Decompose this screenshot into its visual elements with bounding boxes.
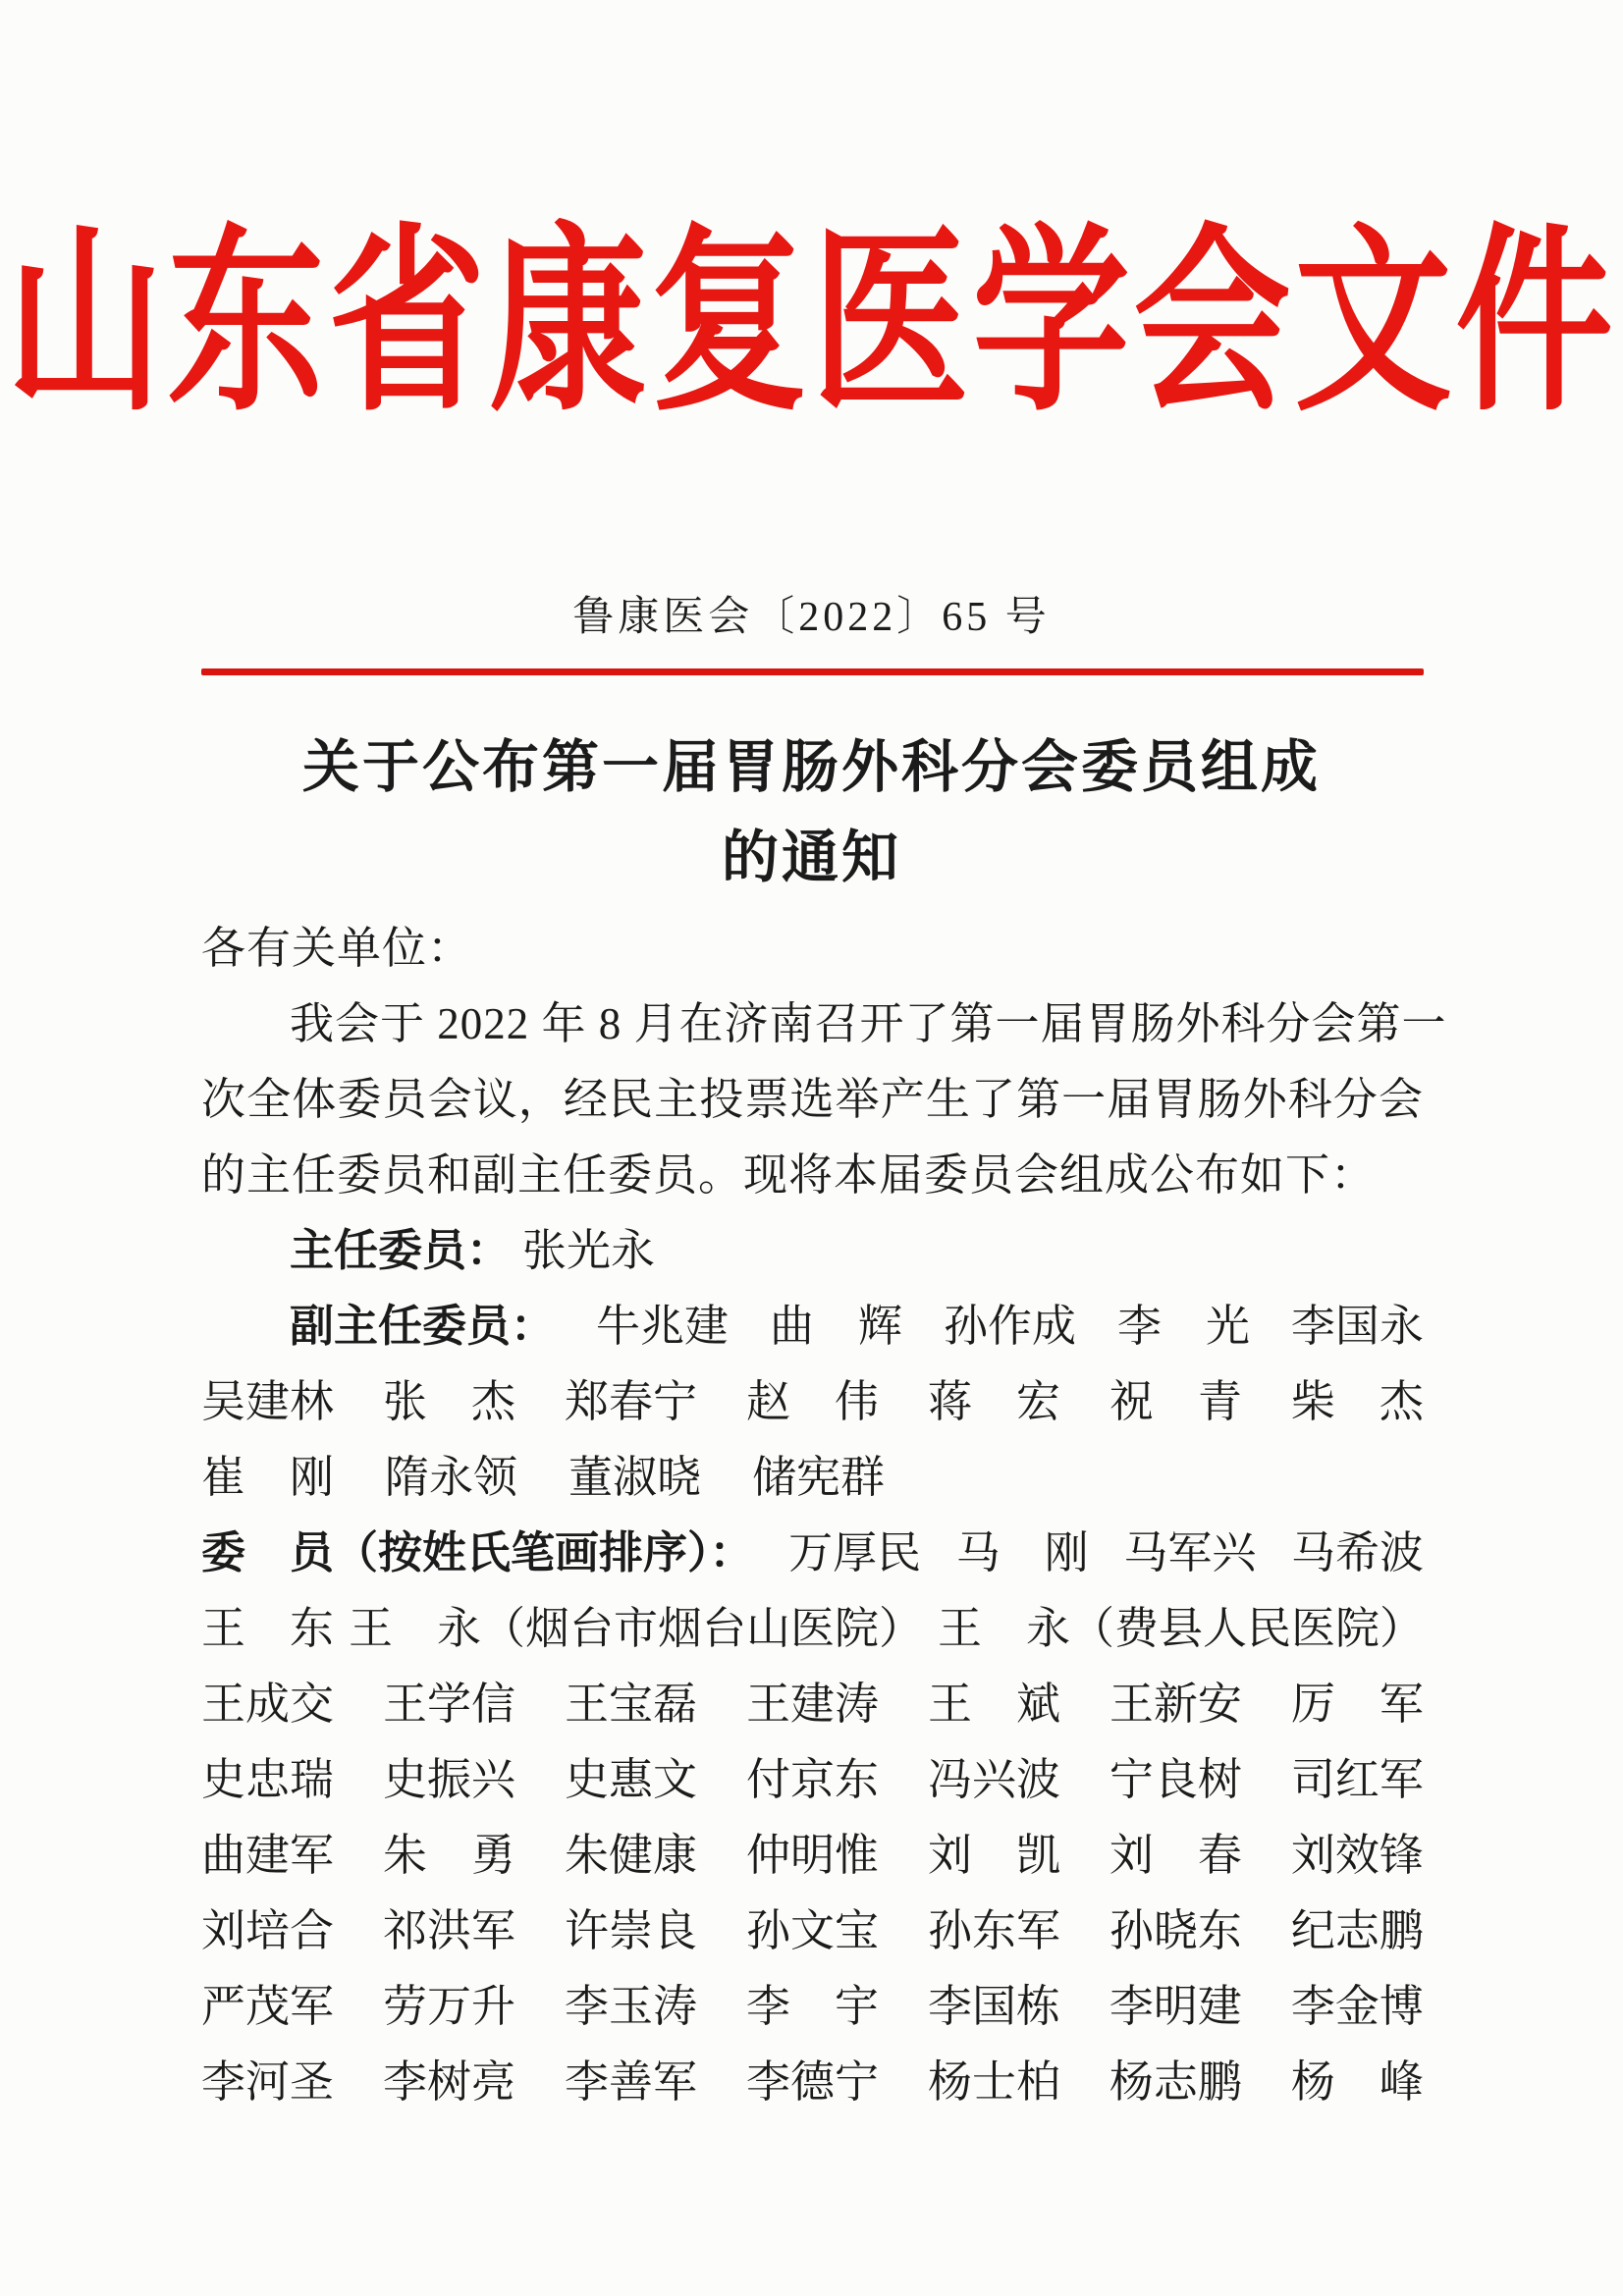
member-name: 史振兴 [382,1755,515,1804]
member-name: 纪志鹏 [1290,1906,1424,1955]
member-name: 宁良树 [1109,1755,1242,1804]
member-name: 王新安 [1109,1680,1242,1729]
member-name: 马军兴 [1123,1528,1257,1577]
row-label: 委 员（按姓氏笔画排序）： [201,1528,754,1577]
member-names-row [201,1742,1424,1818]
member-name: 仲明惟 [745,1831,879,1880]
red-divider-rule [201,668,1424,675]
member-name: 王学信 [382,1680,515,1729]
member-name: 吴建林 [201,1377,335,1426]
member-name: 张 杰 [382,1377,515,1426]
member-name: 李 光 [1116,1302,1250,1351]
member-name: 牛兆建 [595,1302,729,1351]
member-name: 曲建军 [201,1831,335,1880]
notice-title-line1: 关于公布第一届胃肠外科分会委员组成 [301,735,1321,799]
body-text-line: 各有关单位： [201,924,473,973]
member-names-row [201,2045,1424,2120]
member-name: 李德宁 [745,2057,879,2107]
member-name: 李玉涛 [564,1982,697,2031]
member-name: 马 刚 [955,1528,1089,1577]
member-name: 劳万升 [382,1982,515,2031]
member-name: 王 斌 [927,1680,1060,1729]
member-name: 孙作成 [943,1302,1076,1351]
member-name: 李国永 [1290,1302,1424,1351]
member-name: 王 永（费县人民医院） [937,1604,1424,1653]
member-names-row [201,1667,1424,1742]
row-label: 主任委员： [290,1226,512,1275]
member-name: 郑春宁 [564,1377,697,1426]
member-name: 王宝磊 [564,1680,697,1729]
member-name: 许崇良 [564,1906,697,1955]
member-name: 李河圣 [201,2057,335,2107]
member-name: 厉 军 [1290,1680,1424,1729]
doc-number: 鲁康医会〔2022〕65 号 [572,595,1051,640]
member-name: 李 宇 [745,1982,879,2031]
member-names-row [201,1818,1424,1894]
member-name: 杨士柏 [927,2057,1060,2107]
member-name: 祝 青 [1109,1377,1242,1426]
member-name: 万厚民 [788,1528,922,1577]
member-name: 司红军 [1290,1755,1424,1804]
member-name: 王建涛 [745,1680,879,1729]
body-text-line: 的主任委员和副主任委员。现将本届委员会组成公布如下： [201,1150,1377,1200]
member-name: 隋永领 [385,1453,518,1502]
notice-title [0,722,1623,903]
member-names-row [201,1440,1424,1516]
member-names-row [201,1591,1424,1667]
member-name: 付京东 [745,1755,879,1804]
member-name: 刘 春 [1109,1831,1242,1880]
member-name: 祁洪军 [382,1906,515,1955]
org-letterhead-title: 山东省康复医学会文件 [6,212,1617,435]
member-names-row [201,1894,1424,1969]
body-text-line: 我会于 2022 年 8 月在济南召开了第一届胃肠外科分会第一 [290,999,1447,1048]
member-name: 史忠瑞 [201,1755,335,1804]
member-name: 储宪群 [752,1453,886,1502]
member-name: 李善军 [564,2057,697,2107]
member-names-row [201,1289,1424,1364]
member-name: 孙东军 [927,1906,1060,1955]
member-name: 李树亮 [382,2057,515,2107]
member-name: 曲 辉 [769,1302,902,1351]
member-names-row [201,1516,1424,1591]
member-name: 孙文宝 [745,1906,879,1955]
member-names-row [201,1213,1424,1289]
member-name: 王 东 [201,1604,335,1653]
row-label: 副主任委员： [290,1302,556,1351]
member-name: 李明建 [1109,1982,1242,2031]
member-name: 崔 刚 [201,1453,335,1502]
document-body [201,911,1447,2120]
member-name: 史惠文 [564,1755,697,1804]
member-name: 刘效锋 [1290,1831,1424,1880]
member-name: 马希波 [1290,1528,1424,1577]
body-text-line: 次全体委员会议，经民主投票选举产生了第一届胃肠外科分会 [201,1075,1424,1124]
member-name: 蒋 宏 [927,1377,1060,1426]
member-names-row [201,1364,1424,1440]
member-name: 朱 勇 [382,1831,515,1880]
member-name: 赵 伟 [745,1377,879,1426]
member-name: 严茂军 [201,1982,335,2031]
member-name: 柴 杰 [1290,1377,1424,1426]
notice-title-line2: 的通知 [721,826,901,889]
member-name: 孙晓东 [1109,1906,1242,1955]
member-name: 张光永 [522,1226,656,1275]
member-name: 李国栋 [927,1982,1060,2031]
member-name: 杨志鹏 [1109,2057,1242,2107]
member-name: 刘 凯 [927,1831,1060,1880]
member-name: 李金博 [1290,1982,1424,2031]
member-name: 王 永（烟台市烟台山医院） [348,1604,923,1653]
member-names-row [201,1969,1424,2045]
member-name: 董淑晓 [568,1453,702,1502]
member-name: 王成交 [201,1680,335,1729]
member-name: 冯兴波 [927,1755,1060,1804]
member-name: 刘培合 [201,1906,335,1955]
member-name: 朱健康 [564,1831,697,1880]
member-name: 杨 峰 [1290,2057,1424,2107]
